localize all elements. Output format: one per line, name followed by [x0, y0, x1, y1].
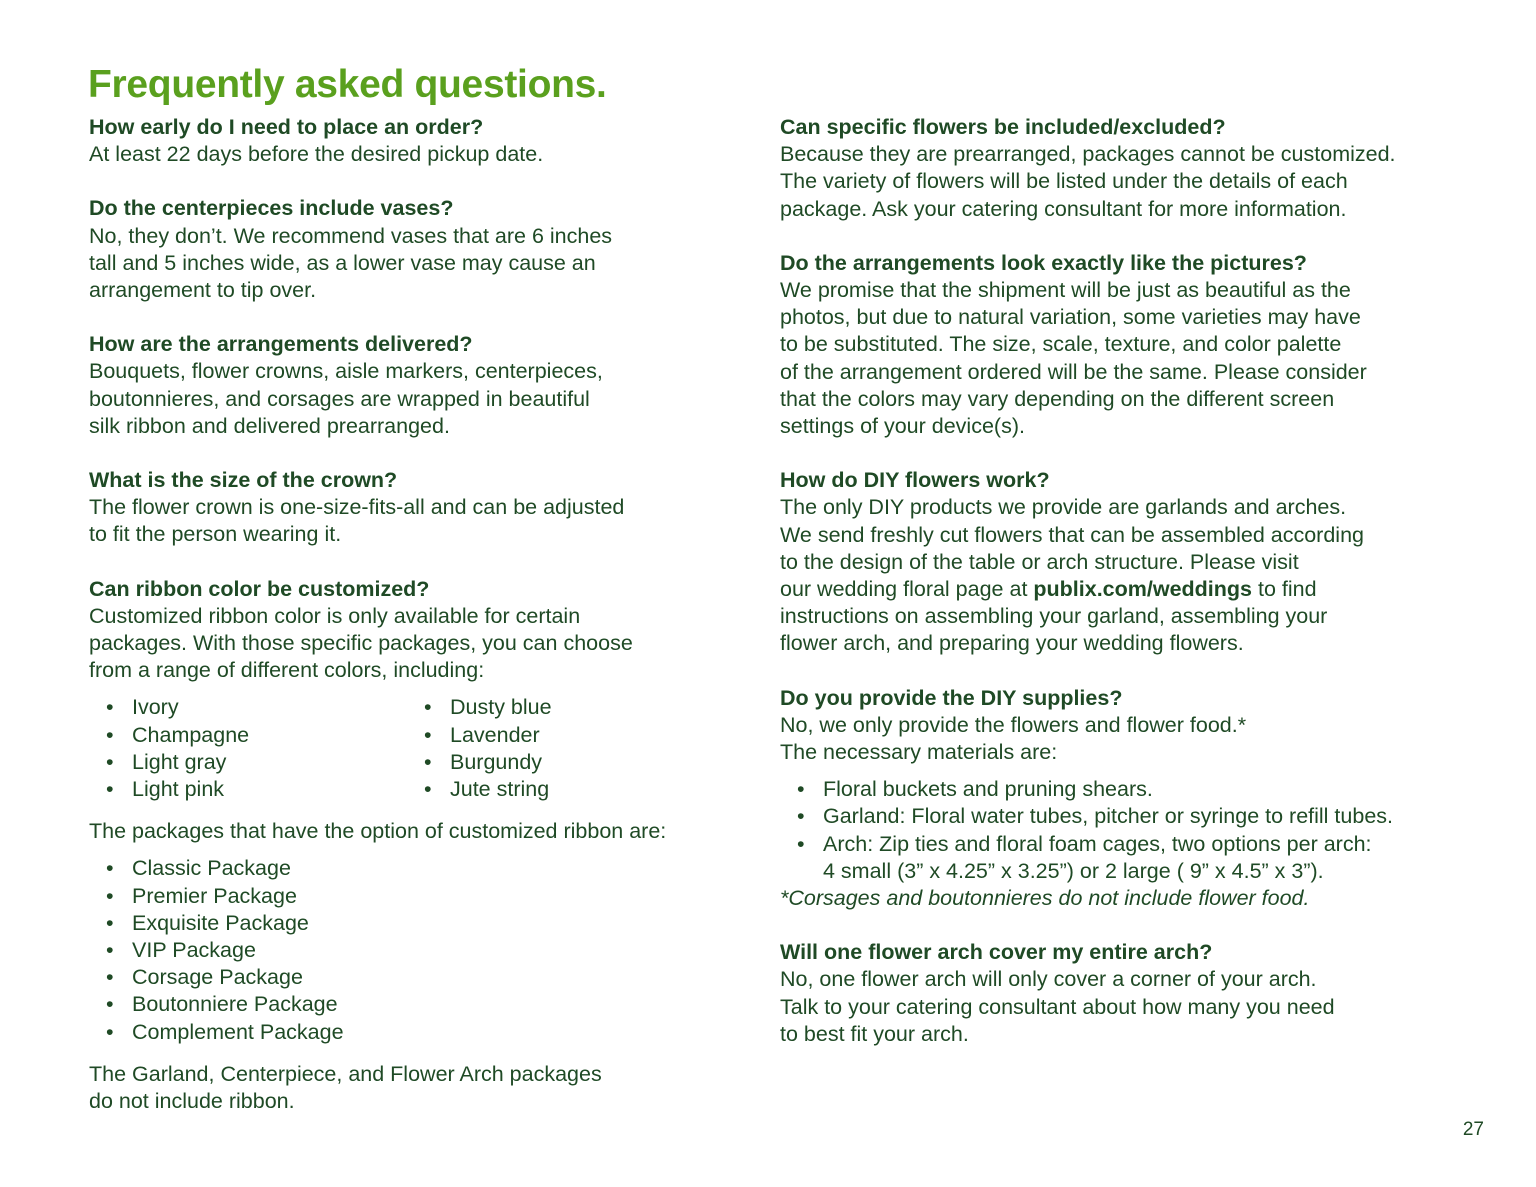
faq-question: What is the size of the crown? [89, 468, 398, 493]
faq-question: Do you provide the DIY supplies? [780, 685, 1123, 710]
faq-item-diy-supplies [780, 685, 1485, 913]
page-title: Frequently asked questions. [88, 63, 607, 106]
page-number: 27 [1462, 1119, 1484, 1140]
faq-answer: We promise that the shipment will be just as beautiful as the photos, but due to natural variation, some varieties may have to be substituted. The size, scale, texture, and color palette of the arrangement ordered will be the same. Please consider that the colors may vary depending on the different screen settings of your device(s). [780, 278, 1367, 439]
faq-answer: No, they don’t. We recommend vases that are 6 inches tall and 5 inches wide, as a lower vase may cause an arrangement to tip over. [89, 223, 613, 303]
answer-text: The only DIY products we provide are garlands and arches. We send freshly cut flowers that can be assembled according to the design of the table or arch structure. Please visit our wedding floral page at [780, 495, 1364, 602]
faq-answer: Because they are prearranged, packages cannot be customized. The variety of flowers will be listed under the details of each package. Ask your catering consultant for more information. [780, 142, 1396, 221]
faq-question: Will one flower arch cover my entire arch? [780, 940, 1213, 965]
diy-supplies-list [780, 776, 1485, 885]
list-item: • Ivory [106, 694, 407, 721]
answer-text: to find instructions on assembling your garland, assembling your flower arch, and preparing your wedding flowers. [780, 577, 1328, 656]
faq-answer: No, we only provide the flowers and flower food.* The necessary materials are: [780, 712, 1247, 765]
list-item: • Dusty blue [424, 694, 725, 721]
list-item: • Burgundy [424, 749, 725, 776]
list-item: • Arch: Zip ties and floral foam cages, two options per arch: 4 small (3” x 4.25” x 3.25”) or 2 large ( 9” x 4.5” x 3”). [797, 831, 1485, 885]
list-item: • Champagne [106, 722, 407, 749]
list-item: • Complement Package [106, 1019, 754, 1046]
faq-answer: No, one flower arch will only cover a corner of your arch. Talk to your catering consultant about how many you need to best fit your arch. [780, 967, 1335, 1046]
faq-right-column [780, 114, 1485, 1075]
ribbon-color-list [89, 694, 754, 803]
faq-item-specific-flowers [780, 114, 1485, 223]
list-item: • Garland: Floral water tubes, pitcher or syringe to refill tubes. [797, 803, 1485, 830]
faq-item-crown-size [89, 467, 754, 549]
faq-item-vases [89, 195, 754, 304]
faq-item-order-timing [89, 114, 754, 168]
list-item: • Lavender [424, 722, 725, 749]
list-item: • Jute string [424, 776, 725, 803]
faq-question: Can specific flowers be included/excluded? [780, 115, 1226, 139]
list-item: • VIP Package [106, 937, 754, 964]
faq-answer: At least 22 days before the desired pickup date. [89, 142, 544, 167]
faq-item-arch-coverage [780, 939, 1485, 1048]
faq-answer: The flower crown is one-size-fits-all and can be adjusted to fit the person wearing it. [89, 495, 625, 547]
faq-item-pictures [780, 250, 1485, 440]
faq-item-delivery [89, 331, 754, 440]
faq-item-ribbon-color [89, 576, 754, 1116]
list-item: • Corsage Package [106, 964, 754, 991]
faq-question: How do DIY flowers work? [780, 468, 1050, 493]
ribbon-color-list-a [89, 694, 407, 803]
list-item: • Exquisite Package [106, 910, 754, 937]
list-item: • Premier Package [106, 883, 754, 910]
list-item: • Classic Package [106, 855, 754, 882]
faq-question: Do the arrangements look exactly like the pictures? [780, 250, 1307, 275]
no-ribbon-note: The Garland, Centerpiece, and Flower Arch packages do not include ribbon. [89, 1061, 602, 1114]
ribbon-package-list [89, 855, 754, 1045]
list-item: • Boutonniere Package [106, 991, 754, 1018]
faq-answer: Bouquets, flower crowns, aisle markers, centerpieces, boutonnieres, and corsages are wrapped in beautiful silk ribbon and delivered prearranged. [89, 359, 603, 438]
faq-question: How are the arrangements delivered? [89, 332, 473, 357]
flower-food-note: *Corsages and boutonnieres do not include flower food. [780, 886, 1310, 911]
faq-item-diy-flowers [780, 467, 1485, 657]
list-item: • Floral buckets and pruning shears. [797, 776, 1485, 803]
weddings-link[interactable]: publix.com/weddings [1033, 577, 1253, 602]
faq-question: Do the centerpieces include vases? [89, 196, 454, 221]
faq-question: Can ribbon color be customized? [89, 576, 430, 601]
packages-intro: The packages that have the option of customized ribbon are: [89, 819, 667, 844]
faq-question: How early do I need to place an order? [89, 115, 484, 139]
faq-answer [780, 494, 1485, 657]
list-item: • Light pink [106, 776, 407, 803]
faq-left-column [89, 114, 754, 1142]
list-item: • Light gray [106, 749, 407, 776]
ribbon-color-list-b [407, 694, 725, 803]
faq-answer: Customized ribbon color is only available for certain packages. With those specific packages, you can choose from a range of different colors, including: [89, 603, 633, 683]
